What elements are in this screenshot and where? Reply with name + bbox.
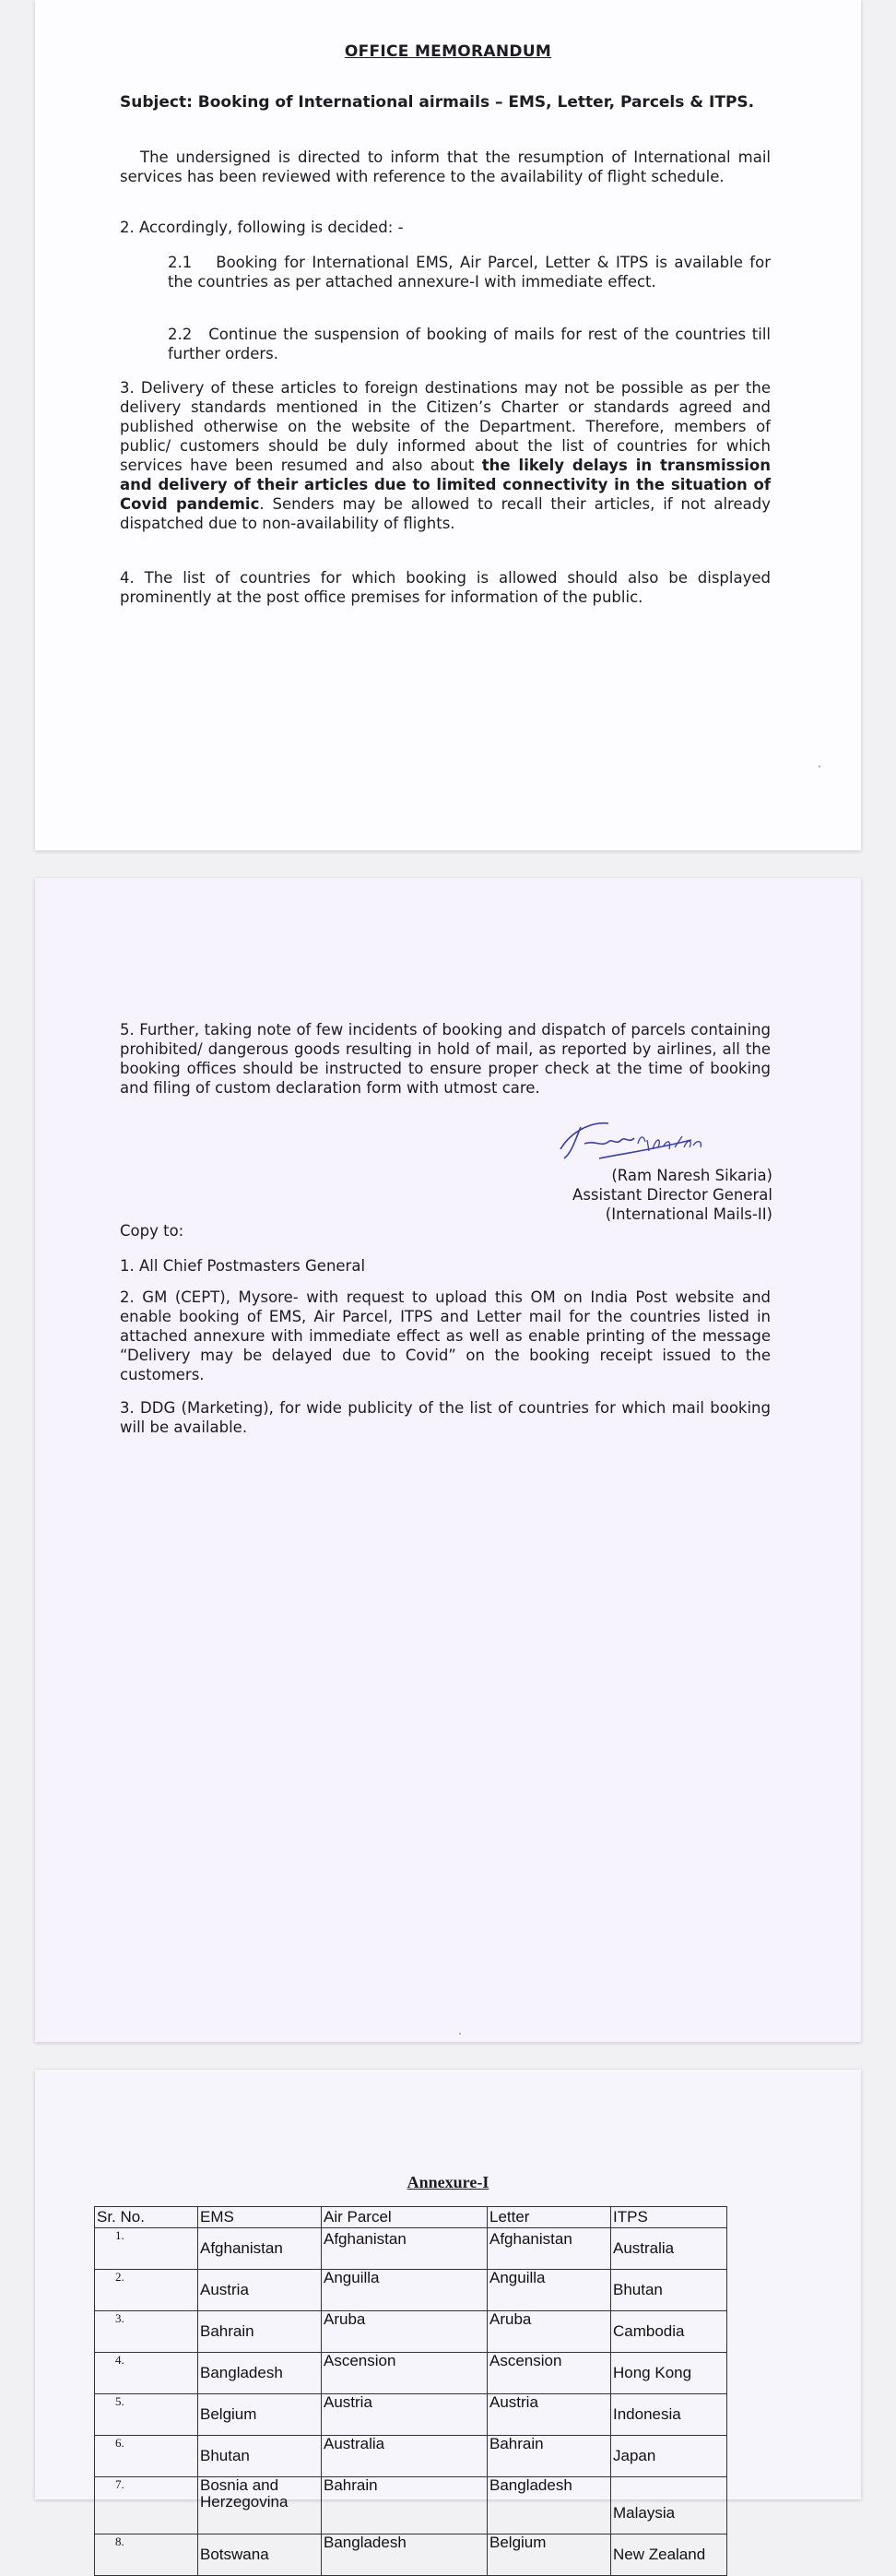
cell-air-parcel: Bangladesh [322, 2534, 488, 2576]
cell-air-parcel: Ascension [322, 2353, 488, 2394]
cell-itps: Japan [611, 2436, 727, 2477]
cell-itps: Bhutan [611, 2270, 727, 2311]
cell-letter: Bahrain [488, 2436, 611, 2477]
table-row [95, 2311, 727, 2353]
paragraph-1: The undersigned is directed to inform that the resumption of International mail services has been reviewed with reference to the availability of flight schedule. [120, 148, 771, 185]
annexure-page [35, 2070, 861, 2563]
cell-letter: Austria [488, 2394, 611, 2436]
cell-ems: Botswana [198, 2534, 322, 2576]
table-row [95, 2394, 727, 2436]
cell-sr: 2. [95, 2270, 198, 2311]
header-ems: EMS [198, 2207, 322, 2228]
cell-itps: Indonesia [611, 2394, 727, 2436]
paragraph-2-2-text: Continue the suspension of booking of mails for rest of the countries till further orders. [168, 326, 771, 362]
cell-sr: 3. [95, 2311, 198, 2353]
cell-ems: Bangladesh [198, 2353, 322, 2394]
signatory-department: (International Mails-II) [605, 1205, 772, 1223]
signatory-block [572, 1166, 772, 1224]
copy-item-1: 1. All Chief Postmasters General [120, 1257, 366, 1275]
cell-itps: Cambodia [611, 2311, 727, 2353]
cell-air-parcel: Aruba [322, 2311, 488, 2353]
cell-itps: Australia [611, 2228, 727, 2270]
paragraph-4: 4. The list of countries for which booking is allowed should also be displayed prominently at the post office premises for information of the public. [120, 569, 771, 606]
scan-speck [819, 766, 820, 767]
paragraph-2: 2. Accordingly, following is decided: - [120, 219, 404, 236]
table-row [95, 2534, 727, 2576]
signatory-name: (Ram Naresh Sikaria) [611, 1167, 772, 1184]
copy-to-heading: Copy to: [120, 1222, 184, 1240]
cell-sr: 8. [95, 2534, 198, 2576]
header-sr-no: Sr. No. [95, 2207, 198, 2228]
header-itps: ITPS [611, 2207, 727, 2228]
cell-ems: Bahrain [198, 2311, 322, 2353]
paragraph-2-1-text: Booking for International EMS, Air Parcel, Letter & ITPS is available for the countries as per attached annexure-I with immediate effect. [168, 254, 771, 291]
table-row [95, 2436, 727, 2477]
cell-sr: 5. [95, 2394, 198, 2436]
cell-letter: Afghanistan [488, 2228, 611, 2270]
cell-air-parcel: Anguilla [322, 2270, 488, 2311]
table-header-row [95, 2207, 727, 2228]
header-air-parcel: Air Parcel [322, 2207, 488, 2228]
copy-item-3: 3. DDG (Marketing), for wide publicity of the list of countries for which mail booking will be available. [120, 1399, 771, 1436]
cell-sr: 1. [95, 2228, 198, 2270]
scan-speck [459, 2033, 461, 2035]
header-letter: Letter [488, 2207, 611, 2228]
paragraph-2-1 [168, 253, 771, 291]
paragraph-3 [120, 378, 771, 533]
cell-sr: 6. [95, 2436, 198, 2477]
countries-table [94, 2206, 727, 2576]
memo-page-2 [35, 878, 861, 2042]
paragraph-3-text-start: 3. Delivery of these articles to foreign destinations may not be possible as per the delivery standards mentioned in the Citizen’s Charter or standards agreed and published otherwise on the website of the Department. Therefore, members of public/ customers should be duly informed about the list of countries for which services have been resumed and also about [120, 379, 771, 474]
table-row [95, 2228, 727, 2270]
cell-letter: Aruba [488, 2311, 611, 2353]
copy-item-2: 2. GM (CEPT), Mysore- with request to upload this OM on India Post website and enable booking of EMS, Air Parcel, ITPS and Letter mail for the countries listed in attached annexure with immediate effect as well as enable printing of the message “Delivery may be delayed due to Covid” on the booking receipt issued to the customers. [120, 1288, 771, 1383]
table-row [95, 2270, 727, 2311]
cell-itps: Hong Kong [611, 2353, 727, 2394]
paragraph-3-bold-text: the likely delays in transmission and delivery of their articles due to limited connectivity in the situation of Covid pandemic [120, 457, 771, 513]
cell-ems: Afghanistan [198, 2228, 322, 2270]
cell-sr: 7. [95, 2477, 198, 2534]
cell-letter: Ascension [488, 2353, 611, 2394]
paragraph-3-text-end: . Senders may be allowed to recall their articles, if not already dispatched due to non-availability of flights. [120, 495, 771, 532]
paragraph-2-1-number: 2.1 [168, 254, 193, 271]
cell-ems: Bhutan [198, 2436, 322, 2477]
paragraph-2-2-number: 2.2 [168, 326, 193, 343]
cell-ems: Bosnia and Herzegovina [198, 2477, 322, 2534]
cell-air-parcel: Austria [322, 2394, 488, 2436]
cell-letter: Anguilla [488, 2270, 611, 2311]
cell-air-parcel: Afghanistan [322, 2228, 488, 2270]
table-row [95, 2353, 727, 2394]
cell-air-parcel: Australia [322, 2436, 488, 2477]
signatory-title: Assistant Director General [572, 1186, 772, 1204]
paragraph-2-2 [168, 325, 771, 363]
memo-subject: Subject: Booking of International airmails – EMS, Letter, Parcels & ITPS. [120, 93, 755, 112]
cell-letter: Belgium [488, 2534, 611, 2576]
memo-page-1 [35, 0, 861, 850]
table-row [95, 2477, 727, 2534]
annexure-title: Annexure-I [407, 2173, 489, 2191]
cell-itps: New Zealand [611, 2534, 727, 2576]
cell-letter: Bangladesh [488, 2477, 611, 2534]
cell-ems: Austria [198, 2270, 322, 2311]
cell-ems: Belgium [198, 2394, 322, 2436]
handwritten-signature [544, 1112, 728, 1164]
cell-sr: 4. [95, 2353, 198, 2394]
memo-title: OFFICE MEMORANDUM [344, 42, 552, 61]
cell-air-parcel: Bahrain [322, 2477, 488, 2534]
cell-itps: Malaysia [611, 2477, 727, 2534]
paragraph-5: 5. Further, taking note of few incidents of booking and dispatch of parcels containing prohibited/ dangerous goods resulting in hold of mail, as reported by airlines, all the booking offices should be instructed to ensure proper check at the time of booking and filing of custom declaration form with utmost care. [120, 1021, 771, 1097]
